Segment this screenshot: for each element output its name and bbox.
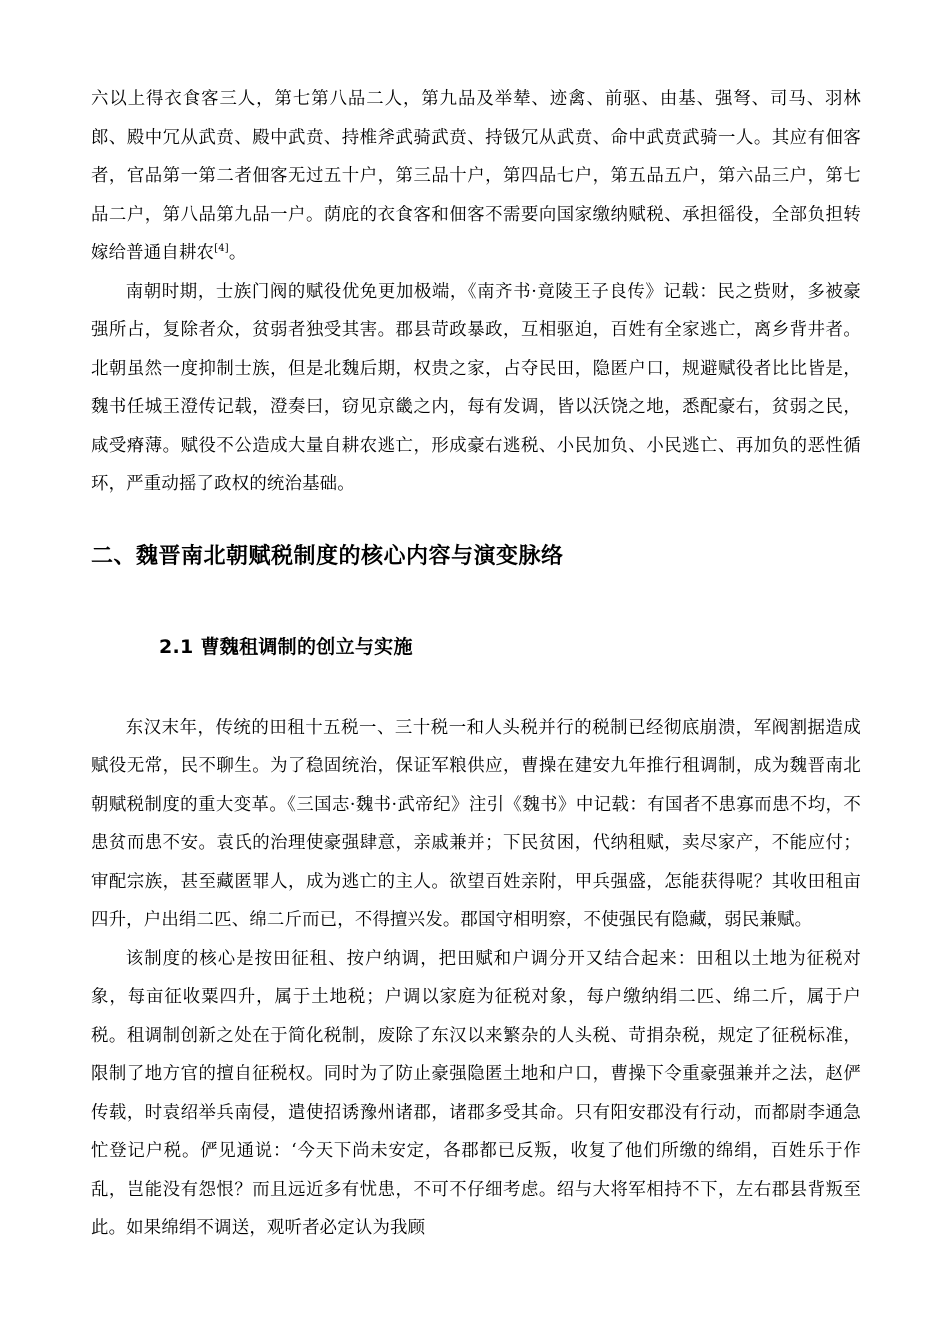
paragraph-eastern-han: 东汉末年，传统的田租十五税一、三十税一和人头税并行的税制已经彻底崩溃，军阀割据造成赋役无常，民不聊生。为了稳固统治，保证军粮供应，曹操在建安九年推行租调制，成为魏晋南北朝赋税制度的重大变革。《三国志·魏书·武帝纪》注引《魏书》中记载：有国者不患寡而患不均，不患贫而患不安。袁氏的治理使豪强肆意，亲戚兼并；下民贫困，代纳租赋，卖尽家产，不能应付；审配宗族，甚至藏匿罪人，成为逃亡的主人。欲望百姓亲附，甲兵强盛，怎能获得呢？其收田租亩四升，户出绢二匹、绵二斤而已，不得擅兴发。郡国守相明察，不使强民有隐藏，弱民兼赋。	[91, 717, 861, 930]
section-heading: 二、魏晋南北朝赋税制度的核心内容与演变脉络	[91, 543, 564, 569]
paragraph-clients-quota-text: 六以上得衣食客三人，第七第八品二人，第九品及举辇、迹禽、前驱、由基、强弩、司马、羽林郎、殿中冗从武贲、殿中武贲、持椎斧武骑武贲、持钑冗从武贲、命中武贲武骑一人。其应有佃客者，官品第一第二者佃客无过五十户，第三品十户，第四品七户，第五品五户，第六品三户，第七品二户，第八品第九品一户。荫庇的衣食客和佃客不需要向国家缴纳赋税、承担徭役，全部负担转嫁给普通自耕农	[91, 89, 861, 263]
document-page	[91, 80, 861, 1248]
paragraph-clients-quota-end: 。	[228, 243, 247, 263]
footnote-reference[interactable]: [4]	[214, 243, 229, 255]
paragraph-southern-dynasties: 南朝时期，士族门阀的赋役优免更加极端，《南齐书·竟陵王子良传》记载：民之赀财，多被豪强所占，复除者众，贫弱者独受其害。郡县苛政暴政，互相驱迫，百姓有全家逃亡，离乡背井者。北朝虽然一度抑制士族，但是北魏后期，权贵之家，占夺民田，隐匿户口，规避赋役者比比皆是，魏书任城王澄传记载，澄奏曰，窃见京畿之内，每有发调，皆以沃饶之地，悉配豪右，贫弱之民，咸受瘠薄。赋役不公造成大量自耕农逃亡，形成豪右逃税、小民加负、小民逃亡、再加负的恶性循环，严重动摇了政权的统治基础。	[91, 281, 861, 494]
paragraph-clients-quota	[91, 80, 861, 273]
subsection-heading: 2.1 曹魏租调制的创立与实施	[159, 635, 413, 658]
paragraph-system-core: 该制度的核心是按田征租、按户纳调，把田赋和户调分开又结合起来：田租以土地为征税对象，每亩征收粟四升，属于土地税；户调以家庭为征税对象，每户缴纳绢二匹、绵二斤，属于户税。租调制创新之处在于简化税制，废除了东汉以来繁杂的人头税、苛捐杂税，规定了征税标准，限制了地方官的擅自征税权。同时为了防止豪强隐匿土地和户口，曹操下令重豪强兼并之法，赵俨传载，时袁绍举兵南侵，遣使招诱豫州诸郡，诸郡多受其命。只有阳安郡没有行动，而都尉李通急忙登记户税。俨见通说：‘今天下尚未安定，各郡都已反叛，收复了他们所缴的绵绢，百姓乐于作乱，岂能没有怨恨？而且远近多有忧患，不可不仔细考虑。绍与大将军相持不下，左右郡县背叛至此。如果绵绢不调送，观听者必定认为我顾	[91, 948, 861, 1238]
